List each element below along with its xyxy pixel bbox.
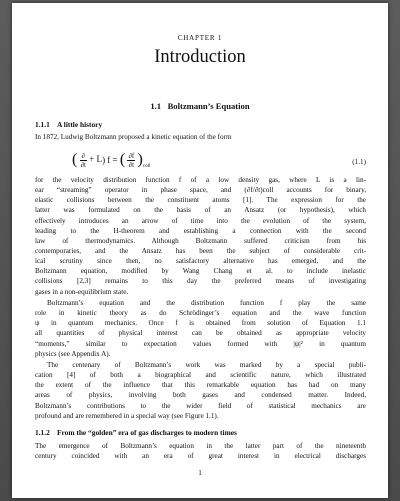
paragraph-4: The emergence of Boltzmann’s equation in the latter part of the nineteenth century coincided with an era of great interest in electrical discharges: [35, 442, 366, 461]
subsection-heading: [35, 120, 102, 129]
subsection-title: A little history: [57, 120, 103, 129]
page-number: 1: [198, 469, 202, 477]
text-line: In 1872, Ludwig Boltzmann proposed a kinetic equation of the form: [35, 133, 232, 141]
equation-body: ( $\frac{\partial}{\partial t}$ + L) f = ( $\frac{\partial f}{\partial t}$ )$_{coll}$: [72, 151, 151, 170]
section-number: 1.1: [150, 101, 162, 111]
chapter-label: CHAPTER 1: [177, 34, 223, 42]
subsection-number: 1.1.2: [35, 428, 50, 437]
equation-1-1: [72, 151, 366, 173]
subsection-heading: [35, 428, 237, 437]
paragraph-1: for the velocity distribution function f of a low density gas, where L is a lin- ear “streaming” operator in phase space, and (∂f/∂t)coll accounts for binary, elastic collisions between the constituent atoms [1]. The expression for the latter was formulated on the basis of an Ansatz (or hypothesis), which effectively introduces an arrow of time into the evolution of the system, leading to the H-theorem and establishing a connection with the second law of thermodynamics. Although Boltzmann suffered criticism from his contemporaries, and the Ansatz has been the subject of considerable crit- ical scrutiny since then, no satisfactory alternative has emerged, and the Boltzmann equation, modified by Wang Chang et al. to include inelastic collisions [2,3] remains to this day the preferred means of investigating gases in a non-equilibrium state.: [35, 176, 366, 296]
intro-paragraph: [35, 132, 366, 142]
paragraph-3: The centenary of Boltzmann’s work was marked by a special publi- cation [4] of both a biographical and scientific nature, which illustrated the extent of the influence that this remarkable equation has had on many areas of physics, involving both gases and condensed matter. Indeed, Boltzmann’s contributions to the wider field of statistical mechanics are profound and are remembered in a special way (see Figure 1.1).: [35, 361, 366, 420]
chapter-title: Introduction: [154, 47, 246, 67]
section-title: Boltzmann’s Equation: [167, 101, 250, 111]
subsection-number: 1.1.1: [35, 120, 50, 129]
subsection-title: From the “golden” era of gas discharges to modern times: [57, 428, 237, 437]
paragraph-2: Boltzmann’s equation and the distribution function f play the same role in kinetic theory as do Schrödinger’s equation and the wave function ψ in quantum mechanics. Once f is obtained from solution of Equation 1.1 all quantities of physical interest can be obtained as appropriate velocity “moments,” similar to expectation values formed with |ψ|² in quantum physics (see Appendix A).: [35, 299, 366, 358]
fraction-df-dt: $\frac{\partial f}{\partial t}$: [128, 151, 135, 169]
section-heading: [12, 101, 388, 111]
document-page: [12, 3, 388, 498]
fraction-d-dt: $\frac{\partial}{\partial t}$: [80, 151, 86, 169]
equation-number: (1.1): [352, 158, 366, 166]
